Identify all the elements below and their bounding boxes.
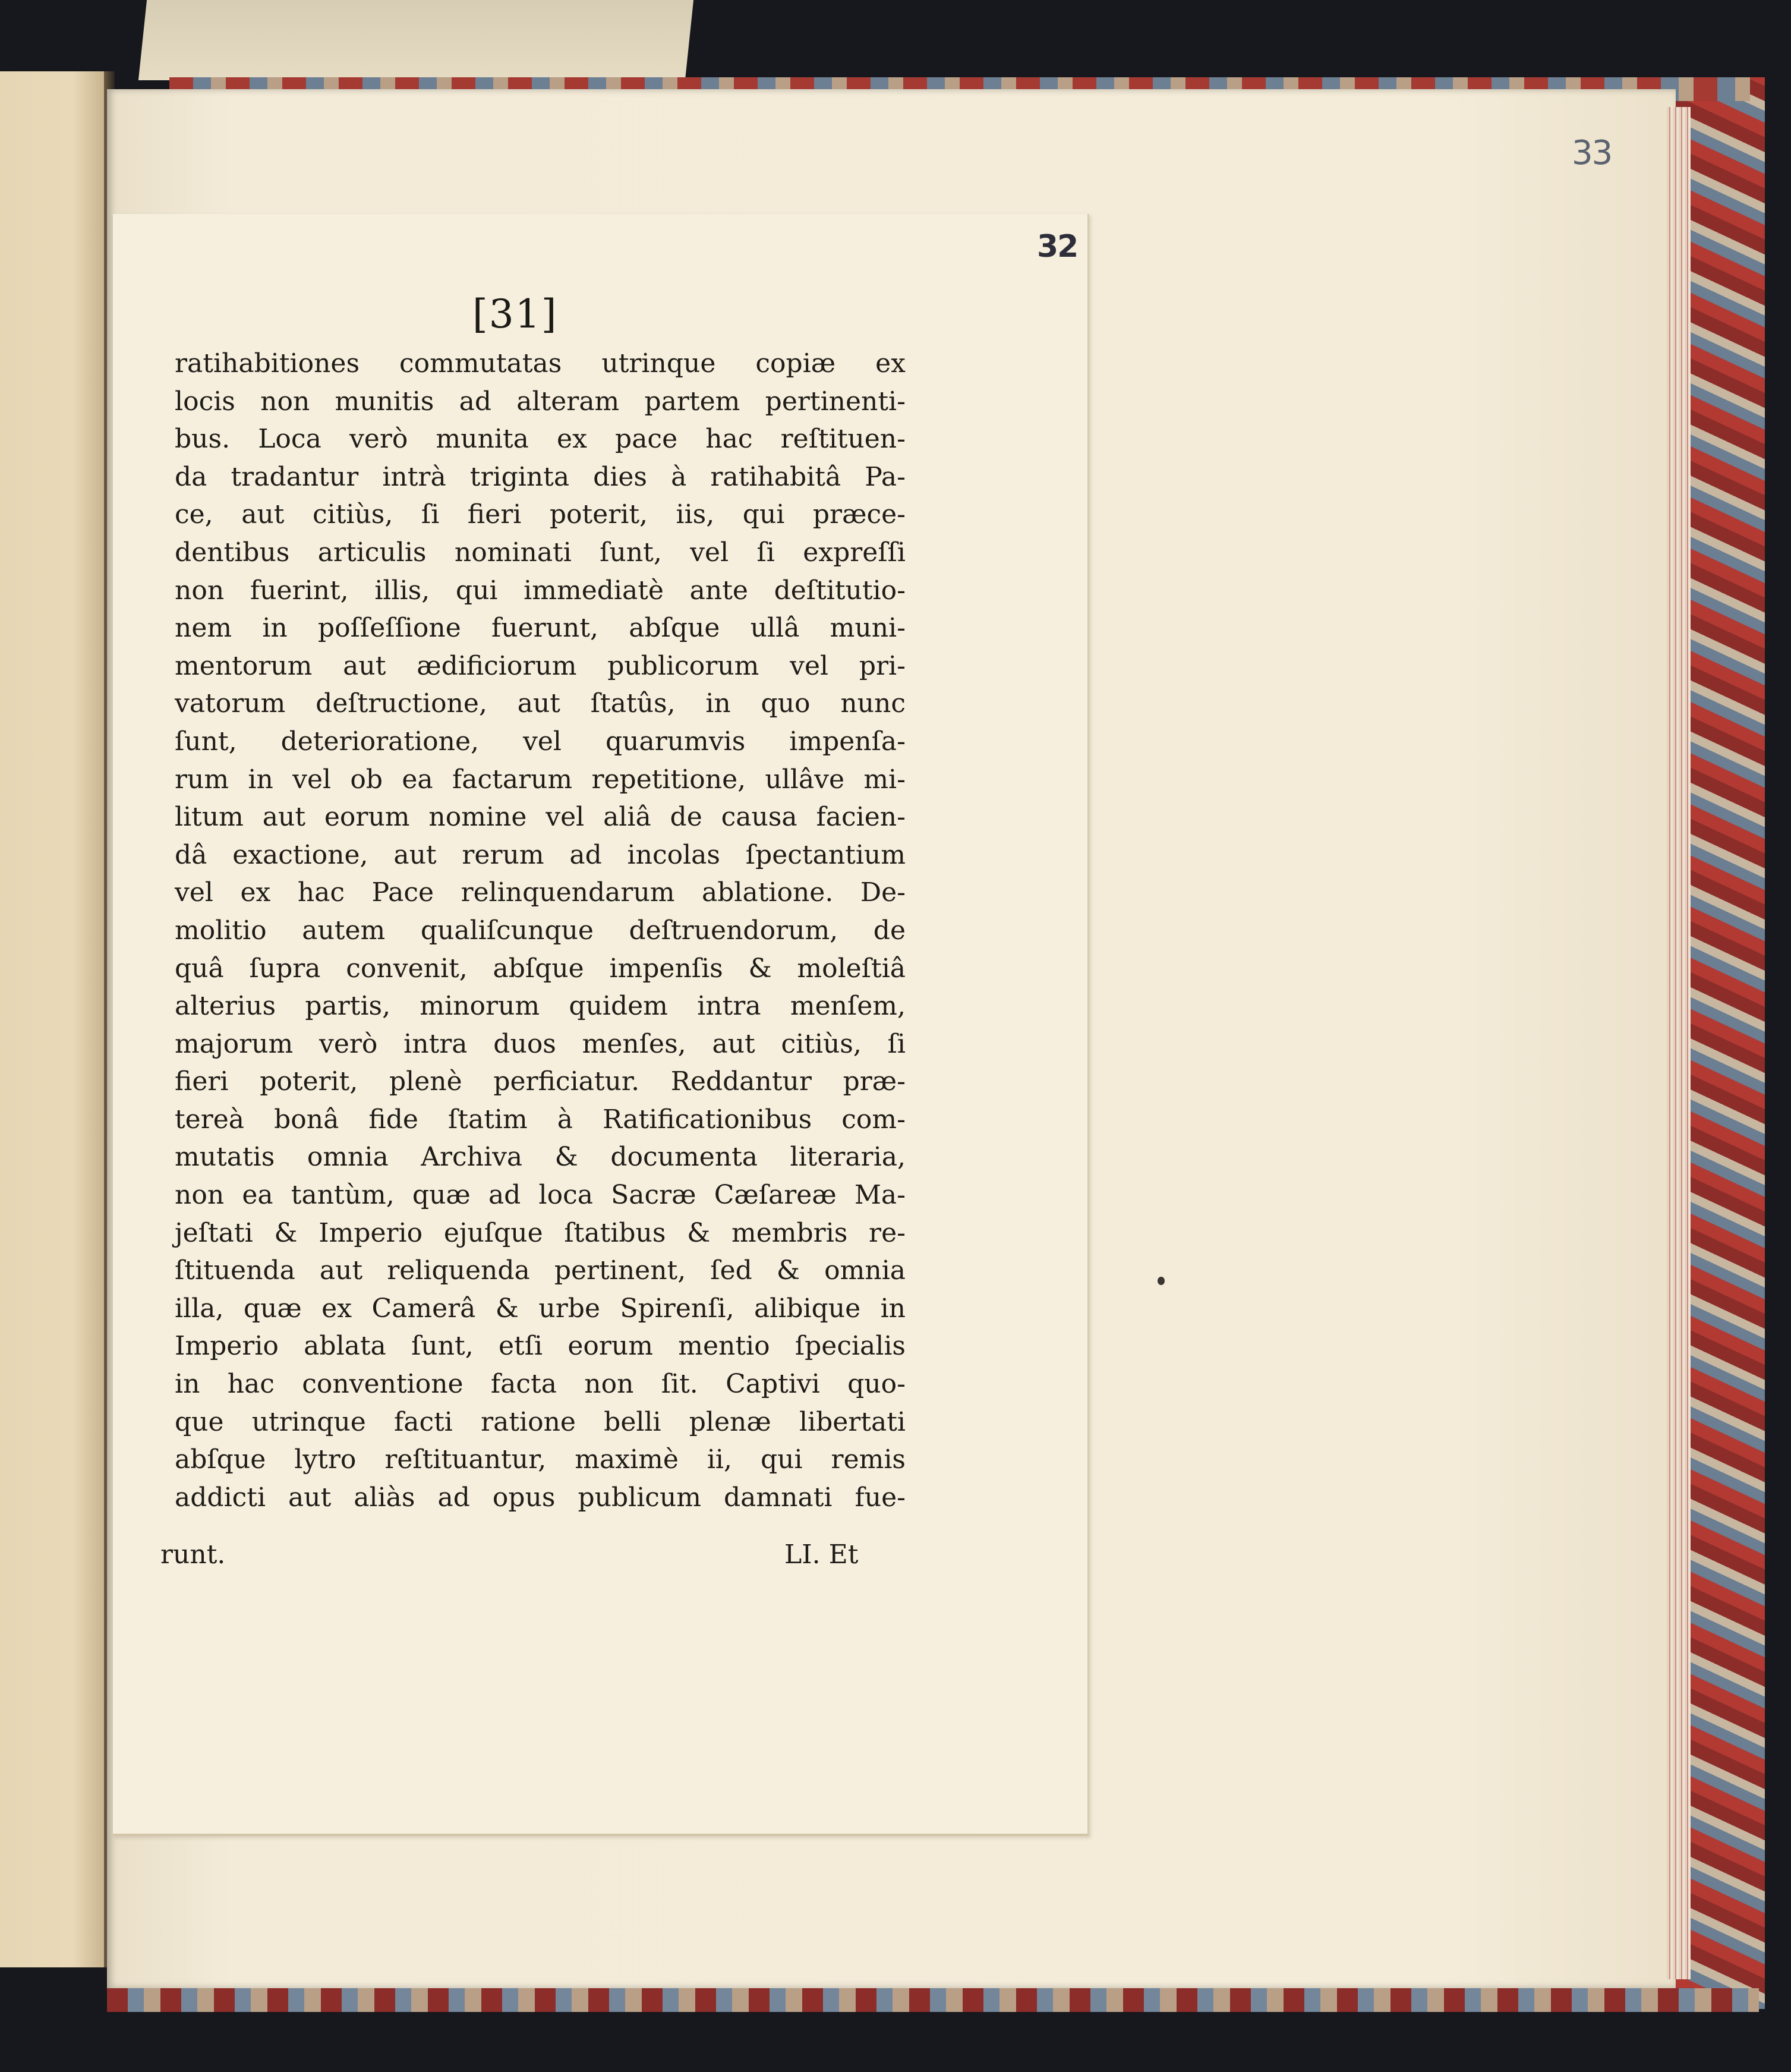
text-line: in hac conventione facta non ſit. Captivi quo- bbox=[175, 1369, 906, 1400]
text-line: quâ ſupra convenit, abſque impenſis & moleſtiâ bbox=[175, 953, 906, 984]
text-line: dentibus articulis nominati ſunt, vel ſi expreſſi bbox=[175, 537, 906, 568]
text-line: locis non munitis ad alteram partem pertinenti- bbox=[175, 386, 906, 417]
text-line: nem in poſſeſſione fuerunt, abſque ullâ muni- bbox=[175, 613, 906, 644]
text-line: da tradantur intrà triginta dies à ratihabitâ Pa- bbox=[175, 461, 906, 492]
text-line: bus. Loca verò munita ex pace hac reſtituen- bbox=[175, 424, 906, 455]
text-line: dâ exactione, aut rerum ad incolas ſpectantium bbox=[175, 839, 906, 870]
text-line: que utrinque facti ratione belli plenæ libertati bbox=[175, 1406, 906, 1437]
text-line: Imperio ablata ſunt, etſi eorum mentio ſpecialis bbox=[175, 1331, 906, 1362]
text-line: ce, aut citiùs, ſi fieri poterit, iis, qui præce- bbox=[175, 499, 906, 530]
text-line: fieri poterit, plenè perficiatur. Reddantur præ- bbox=[175, 1066, 906, 1097]
final-word: runt. bbox=[160, 1539, 226, 1570]
marbled-cover-bottom bbox=[107, 1988, 1759, 2012]
text-line: vel ex hac Pace relinquendarum ablatione. De- bbox=[175, 877, 906, 908]
text-line: vatorum deſtructione, aut ſtatûs, in quo nunc bbox=[175, 688, 906, 719]
printed-page-number: [31] bbox=[472, 291, 558, 337]
text-line: illa, quæ ex Camerâ & urbe Spirenſi, alibique in bbox=[175, 1293, 906, 1324]
text-line: non fuerint, illis, qui immediatè ante deſtitutio- bbox=[175, 575, 906, 606]
left-facing-page bbox=[0, 71, 104, 1967]
text-line: mutatis omnia Archiva & documenta literaria, bbox=[175, 1142, 906, 1173]
text-line: majorum verò intra duos menſes, aut citiùs, ſi bbox=[175, 1028, 906, 1059]
text-line: litum aut eorum nomine vel aliâ de causa facien- bbox=[175, 802, 906, 833]
folio-stamp-right: 33 bbox=[1572, 134, 1612, 172]
body-text bbox=[175, 345, 906, 1516]
text-line: mentorum aut ædificiorum publicorum vel pri- bbox=[175, 650, 906, 681]
text-line: tereà bonâ fide ſtatim à Ratificationibus com- bbox=[175, 1104, 906, 1135]
page-block-edge bbox=[1667, 107, 1691, 1979]
text-line: addicti aut aliàs ad opus publicum damnati fue- bbox=[175, 1482, 906, 1513]
catchword: LI. Et bbox=[784, 1539, 859, 1570]
text-line: ratihabitiones commutatas utrinque copiæ ex bbox=[175, 348, 906, 379]
text-line: molitio autem qualiſcunque deſtruendorum, de bbox=[175, 915, 906, 946]
paper-tab bbox=[138, 0, 693, 80]
text-line: jeſtati & Imperio ejuſque ſtatibus & membris re- bbox=[175, 1217, 906, 1248]
text-line: ſtituenda aut reliquenda pertinent, ſed & omnia bbox=[175, 1255, 906, 1286]
folio-stamp-sheet: 32 bbox=[1037, 229, 1078, 264]
text-line: non ea tantùm, quæ ad loca Sacræ Cæſareæ Ma- bbox=[175, 1180, 906, 1211]
text-line: abſque lytro reſtituantur, maximè ii, qui remis bbox=[175, 1444, 906, 1475]
paper-speck bbox=[1158, 1277, 1165, 1285]
text-line: ſunt, deterioratione, vel quarumvis impenſa- bbox=[175, 726, 906, 757]
text-line: rum in vel ob ea factarum repetitione, ullâve mi- bbox=[175, 764, 906, 795]
text-line: alterius partis, minorum quidem intra menſem, bbox=[175, 991, 906, 1022]
